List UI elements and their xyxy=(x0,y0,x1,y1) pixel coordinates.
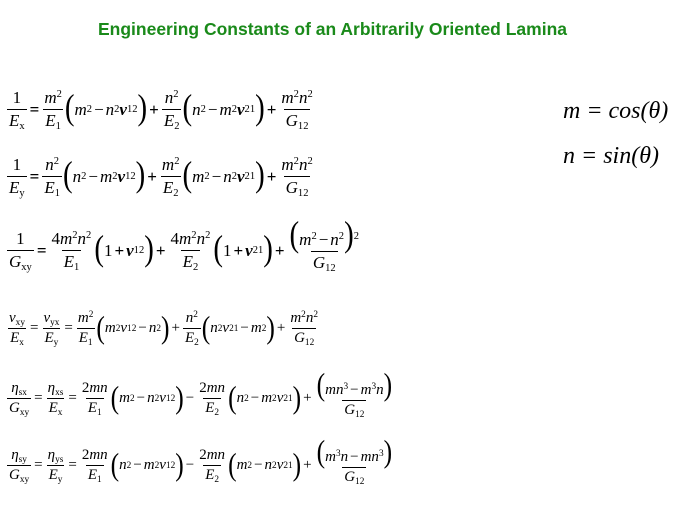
equation-etasx: $\frac{\eta_{sx}}{G_{xy}}$ = $\frac{\eta_{xs}}{E_x}$ = $\frac{2mn}{E_1}$ ( m 2 − n 2 ν 12 ) − $\frac{2mn}{E_2}$ ( n 2 − m 2 ν 21 ) + $\frac{(mn^3 - m^3n)}{G_{12}}$ xyxy=(9,366,393,420)
equation-gxy: $\frac{1}{G_{xy}}$ = $\frac{4m^2n^2}{E_1}$ ( 1 + ν 12 ) + $\frac{4m^2n^2}{E_2}$ ( 1 + ν 21 ) + $\frac{(m^2 - n^2)^2}{G_{12}}$ xyxy=(9,214,359,275)
definition-n: n = sin(θ) xyxy=(563,143,659,169)
definition-m: m = cos(θ) xyxy=(563,98,669,124)
equation-ex: $\frac{1}{E_x}$ = $\frac{m^2}{E_1}$ ( m 2 − n 2 ν 12 ) + $\frac{n^2}{E_2}$ ( n 2 − m 2 ν 21 ) + $\frac{m^2n^2}{G_{12}}$ xyxy=(9,87,313,133)
equation-etasy: $\frac{\eta_{sy}}{G_{xy}}$ = $\frac{\eta_{ys}}{E_y}$ = $\frac{2mn}{E_1}$ ( n 2 − m 2 ν 12 ) − $\frac{2mn}{E_2}$ ( m 2 − n 2 ν 21 ) + $\frac{(m^3n - mn^3)}{G_{12}}$ xyxy=(9,433,393,487)
equation-nuxy: $\frac{\nu_{xy}}{E_x}$ = $\frac{\nu_{yx}}{E_y}$ = $\frac{m^2}{E_1}$ ( m 2 ν 12 − n 2 ) + $\frac{n^2}{E_2}$ ( n 2 ν 21 − m 2 ) + $\frac{m^2n^2}{G_{12}}$ xyxy=(9,309,318,348)
slide-title: Engineering Constants of an Arbitrarily Oriented Lamina xyxy=(97,19,567,39)
equation-ey: $\frac{1}{E_y}$ = $\frac{n^2}{E_1}$ ( n 2 − m 2 ν 12 ) + $\frac{m^2}{E_2}$ ( m 2 − n 2 ν 21 ) + $\frac{m^2n^2}{G_{12}}$ xyxy=(9,154,313,200)
